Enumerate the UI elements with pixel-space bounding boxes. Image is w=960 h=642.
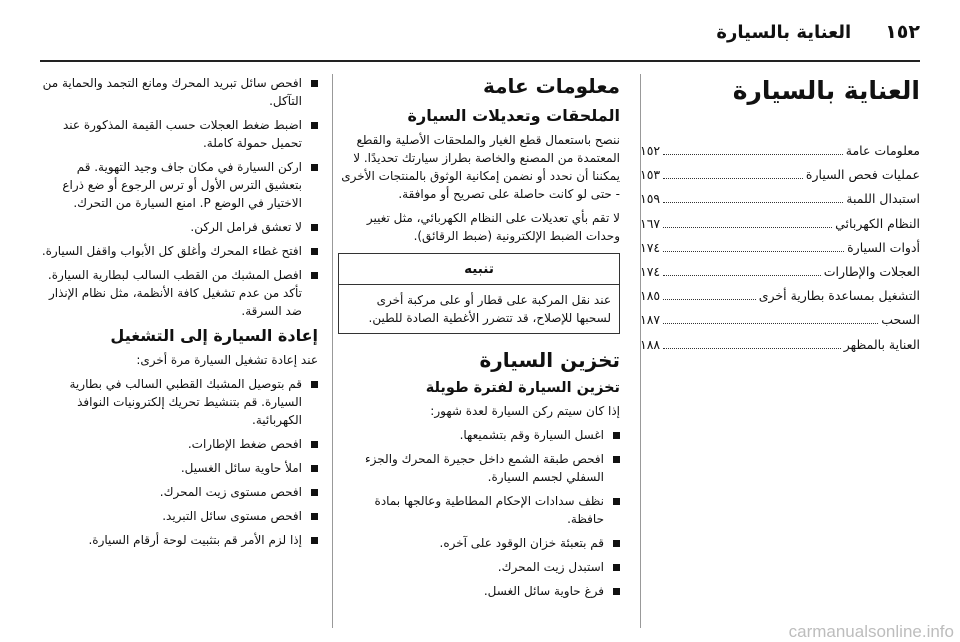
toc-entry-label: العجلات والإطارات	[823, 263, 920, 279]
toc-entry[interactable]	[640, 264, 920, 288]
bullet-text: املأ حاوية سائل الغسيل.	[180, 461, 302, 475]
toc-entry-label: السحب	[881, 312, 920, 328]
general-info-column	[330, 74, 620, 634]
toc-entry-label: أدوات السيارة	[847, 239, 920, 255]
toc-leader-dots	[663, 323, 878, 324]
bullet-text: افحص طبقة الشمع داخل حجيرة المحرك والجزء السفلي لجسم السيارة.	[365, 452, 604, 484]
bullet-item	[338, 534, 620, 552]
bullet-text: افحص مستوى زيت المحرك.	[159, 485, 302, 499]
bullet-text: فرغ حاوية سائل الغسل.	[483, 584, 604, 598]
bullet-text: افتح غطاء المحرك وأغلق كل الأبواب واقفل السيارة.	[41, 244, 302, 258]
chapter-toc	[640, 74, 920, 634]
toc-entry-label: معلومات عامة	[845, 143, 920, 158]
bullet-item	[40, 266, 318, 320]
page-number: ١٥٢	[885, 21, 920, 43]
toc-entry-page: ١٦٧	[640, 215, 661, 231]
bullet-item	[40, 435, 318, 453]
bullet-square-icon	[311, 164, 318, 171]
bullet-item	[40, 74, 318, 110]
toc-leader-dots	[663, 348, 841, 349]
storage-continued-list	[40, 74, 318, 320]
storage-list	[338, 426, 620, 600]
toc-entry-page: ١٧٤	[640, 263, 661, 279]
toc-entry-page: ١٨٧	[640, 312, 661, 328]
toc-entry-page: ١٨٨	[640, 336, 661, 352]
toc-entry-label: النظام الكهربائي	[835, 215, 920, 231]
bullet-item	[40, 158, 318, 212]
bullet-square-icon	[311, 80, 318, 87]
bullet-item	[338, 450, 620, 486]
bullet-text: اركن السيارة في مكان جاف وجيد التهوية. قم بتعشيق الترس الأول أو ترس الرجوع أو ضع ذراع الاختيار في الوضع P. امنع السيارة من التحرك.	[62, 160, 302, 210]
bullet-text: إذا لزم الأمر قم بتثبيت لوحة أرقام السيارة.	[88, 533, 302, 547]
page-header	[40, 10, 920, 54]
toc-leader-dots	[663, 154, 843, 155]
bullet-item	[40, 531, 318, 549]
toc-entry[interactable]	[640, 216, 920, 240]
bullet-text: افحص سائل تبريد المحرك ومانع التجمد والحماية من التآكل.	[42, 76, 302, 108]
toc-entry-page: ١٥٢	[640, 143, 661, 158]
general-info-heading: معلومات عامة	[482, 74, 620, 98]
accessories-heading: الملحقات وتعديلات السيارة	[407, 106, 620, 125]
chapter-title: العناية بالسيارة	[732, 76, 920, 105]
toc-entry-label: استبدال اللمبة	[846, 191, 920, 207]
running-chapter-title: العناية بالسيارة	[716, 21, 852, 43]
bullet-item	[338, 492, 620, 528]
bullet-square-icon	[311, 122, 318, 129]
toc-entry-page: ١٧٤	[640, 239, 661, 255]
bullet-text: افصل المشبك من القطب السالب لبطارية السيارة. تأكد من عدم تشغيل كافة الأنظمة، مثل نظام الإنذار ضد السرقة.	[47, 268, 302, 318]
return-intro: عند إعادة تشغيل السيارة مرة أخرى:	[136, 353, 318, 367]
bullet-item	[40, 375, 318, 429]
toc-entry[interactable]	[640, 337, 920, 361]
bullet-text: لا تعشق فرامل الركن.	[190, 220, 302, 234]
toc-list	[640, 143, 920, 361]
bullet-square-icon	[311, 248, 318, 255]
toc-leader-dots	[663, 275, 821, 276]
bullet-square-icon	[613, 588, 620, 595]
bullet-item	[40, 242, 318, 260]
toc-leader-dots	[663, 227, 832, 228]
toc-leader-dots	[663, 299, 756, 300]
caution-title: تنبيه	[339, 254, 619, 285]
bullet-square-icon	[311, 489, 318, 496]
caution-body: عند نقل المركبة على قطار أو على مركبة أخرى لسحبها للإصلاح، قد تتضرر الأغطية الصادة للطين.	[368, 293, 611, 325]
toc-leader-dots	[663, 251, 844, 252]
toc-entry[interactable]	[640, 312, 920, 336]
toc-entry[interactable]	[640, 240, 920, 264]
toc-entry-page: ١٥٣	[640, 167, 661, 183]
storage-intro: إذا كان سيتم ركن السيارة لعدة شهور:	[430, 404, 620, 418]
bullet-square-icon	[613, 564, 620, 571]
bullet-item	[40, 116, 318, 152]
bullet-text: نظف سدادات الإحكام المطاطية وعالجها بمادة حافظة.	[374, 494, 604, 526]
bullet-square-icon	[613, 432, 620, 439]
toc-entry-page: ١٥٩	[640, 191, 661, 207]
storage-continued-column	[40, 74, 318, 634]
header-rule	[40, 60, 920, 62]
bullet-text: قم بتعبئة خزان الوقود على آخره.	[439, 536, 604, 550]
accessories-paragraph: ننصح باستعمال قطع الغيار والملحقات الأصلية والقطع المعتمدة من المصنع والخاصة بطراز سيارتك تحديدًا. لا يمكننا أن نحدد أو نضمن إمكانية الوثوق بالمنتجات الأخرى - حتى لو كانت حاصلة على تصريح أو موافقة.	[341, 133, 620, 201]
bullet-text: قم بتوصيل المشبك القطبي السالب في بطارية السيارة. قم بتنشيط تحريك إلكترونيات النوافذ الكهربائية.	[69, 377, 302, 427]
bullet-square-icon	[613, 456, 620, 463]
bullet-square-icon	[311, 441, 318, 448]
storage-heading: تخزين السيارة	[479, 348, 620, 372]
toc-leader-dots	[663, 178, 803, 179]
bullet-square-icon	[311, 465, 318, 472]
bullet-text: اضبط ضغط العجلات حسب القيمة المذكورة عند تحميل حمولة كاملة.	[62, 118, 302, 150]
toc-entry[interactable]	[640, 288, 920, 312]
watermark: carmanualsonline.info	[788, 622, 954, 641]
bullet-text: افحص مستوى سائل التبريد.	[162, 509, 302, 523]
bullet-square-icon	[311, 224, 318, 231]
toc-entry[interactable]	[640, 143, 920, 167]
toc-entry-page: ١٨٥	[640, 288, 661, 304]
bullet-square-icon	[613, 498, 620, 505]
bullet-item	[40, 459, 318, 477]
bullet-text: اغسل السيارة وقم بتشميعها.	[459, 428, 604, 442]
caution-box	[338, 253, 620, 334]
bullet-square-icon	[311, 381, 318, 388]
bullet-item	[338, 582, 620, 600]
return-list	[40, 375, 318, 549]
toc-leader-dots	[663, 202, 843, 203]
long-storage-heading: تخزين السيارة لفترة طويلة	[425, 380, 620, 396]
bullet-text: افحص ضغط الإطارات.	[187, 437, 302, 451]
bullet-item	[338, 558, 620, 576]
bullet-square-icon	[613, 540, 620, 547]
toc-entry[interactable]	[640, 191, 920, 215]
bullet-item	[338, 426, 620, 444]
return-to-service-heading: إعادة السيارة إلى التشغيل	[110, 326, 318, 345]
bullet-square-icon	[311, 513, 318, 520]
toc-entry-label: عمليات فحص السيارة	[805, 167, 920, 183]
toc-entry-label: العناية بالمظهر	[843, 336, 920, 352]
electrical-paragraph: لا تقم بأي تعديلات على النظام الكهربائي، مثل تغيير وحدات الضبط الإلكترونية (ضبط الرقائق).	[366, 211, 620, 243]
bullet-square-icon	[311, 537, 318, 544]
toc-entry[interactable]	[640, 167, 920, 191]
bullet-text: استبدل زيت المحرك.	[497, 560, 604, 574]
bullet-item	[40, 507, 318, 525]
toc-entry-label: التشغيل بمساعدة بطارية أخرى	[758, 288, 920, 304]
bullet-item	[40, 218, 318, 236]
bullet-item	[40, 483, 318, 501]
bullet-square-icon	[311, 272, 318, 279]
